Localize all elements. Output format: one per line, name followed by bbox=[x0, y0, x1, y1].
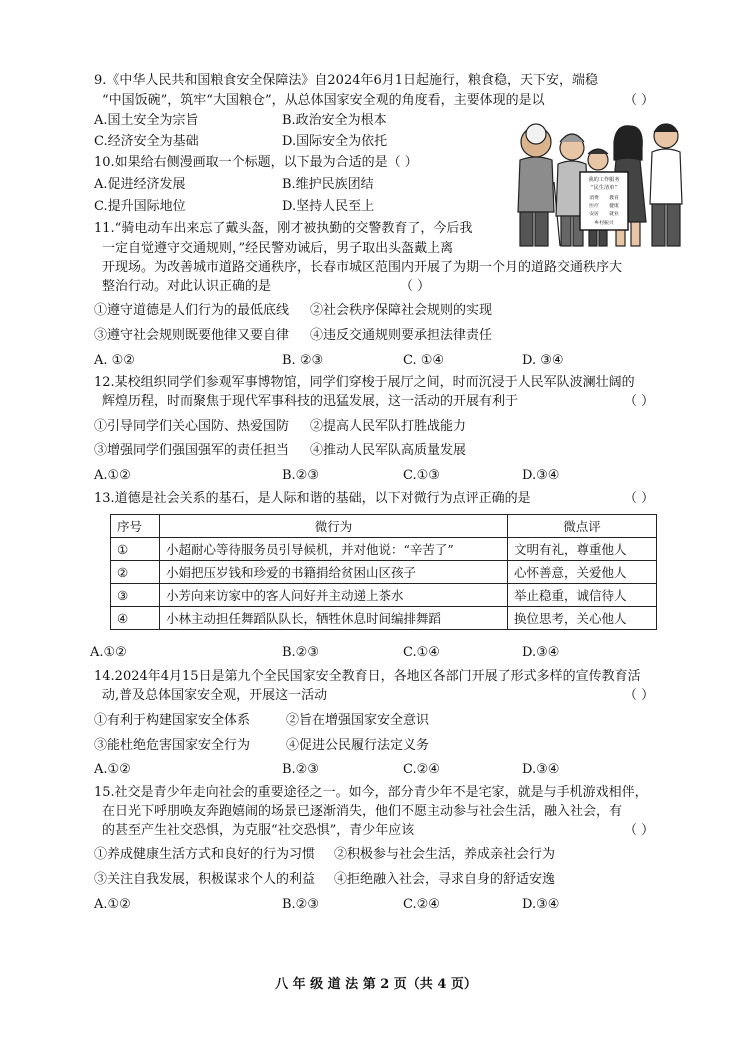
q15-option-c: C.②④ bbox=[403, 897, 440, 912]
q11-stem-line4: 整治行动。对此认识正确的是 bbox=[102, 279, 272, 294]
q11-statement-2: ②社会秩序保障社会规则的实现 bbox=[310, 303, 493, 318]
q11-statement-3: ③遵守社会规则既要他律又要自律 bbox=[94, 328, 290, 343]
q13-option-b: B.②③ bbox=[282, 645, 319, 660]
q13-answer-paren: （ ） bbox=[624, 491, 655, 506]
q11-stem-line3: 开现场。为改善城市道路交通秩序，长春市城区范围内开展了为期一个月的道路交通秩序大 bbox=[102, 260, 623, 275]
q15-stem-line3: 的甚至产生社交恐惧，为克服“社交恐惧”，青少年应该 bbox=[102, 823, 415, 838]
q11-statement-1: ①遵守道德是人们行为的最低底线 bbox=[94, 303, 290, 318]
father-figure bbox=[650, 124, 682, 246]
q13-option-d: D.③④ bbox=[522, 645, 560, 660]
table-row bbox=[111, 538, 657, 561]
table-row bbox=[111, 584, 657, 607]
q15-stem-line1: 15.社交是青少年走向社会的重要途径之一。如今，部分青少年不是宅家，就是与手机游戏相伴， bbox=[94, 785, 648, 800]
q11-stem-line1: 11.“骑电动车出来忘了戴头盔，刚才被执勤的交警教育了，今后我 bbox=[94, 221, 473, 236]
row-comment: 换位思考，关心他人 bbox=[508, 607, 657, 630]
q10-stem: 10.如果给右侧漫画取一个标题，以下最为合适的是（ ） bbox=[94, 155, 418, 170]
q11-option-d: D. ③④ bbox=[522, 353, 564, 368]
q14-option-b: B.②③ bbox=[282, 762, 319, 777]
q14-answer-paren: （ ） bbox=[624, 688, 655, 703]
row-comment: 文明有礼，尊重他人 bbox=[508, 538, 657, 561]
q11-answer-paren: （ ） bbox=[400, 279, 431, 294]
q12-option-b: B.②③ bbox=[282, 468, 319, 483]
q12-option-c: C.①③ bbox=[403, 468, 440, 483]
q13-stem: 13.道德是社会关系的基石，是人际和谐的基础，以下对微行为点评正确的是 bbox=[94, 491, 531, 506]
row-behavior: 小超耐心等待服务员引导候机，并对他说：“辛苦了” bbox=[160, 538, 508, 561]
row-number: ② bbox=[111, 561, 160, 584]
sign-subtitle: “民生清单” bbox=[590, 185, 618, 191]
q14-option-d: D.③④ bbox=[522, 762, 560, 777]
q15-answer-paren: （ ） bbox=[624, 823, 655, 838]
table-row bbox=[111, 607, 657, 630]
sign-item: 就业 bbox=[609, 212, 619, 217]
q14-statement-1: ①有利于构建国家安全体系 bbox=[94, 713, 251, 728]
row-number: ④ bbox=[111, 607, 160, 630]
q14-stem-line2: 动,普及总体国家安全观，开展这一活动 bbox=[102, 688, 328, 703]
sign-title: 我的工作服务 bbox=[588, 177, 620, 183]
row-comment: 举止稳重，诚信待人 bbox=[508, 584, 657, 607]
q14-statement-4: ④促进公民履行法定义务 bbox=[286, 738, 430, 753]
q13-option-a: A.①② bbox=[90, 645, 127, 660]
q14-option-a: A.①② bbox=[94, 762, 131, 777]
q12-option-d: D.③④ bbox=[522, 468, 560, 483]
q12-stem-line1: 12.某校组织同学们参观军事博物馆，同学们穿梭于展厅之间，时而沉浸于人民军队波澜壮阔的 bbox=[94, 375, 635, 390]
header-comment: 微点评 bbox=[508, 515, 657, 538]
sign-item: 教育 bbox=[609, 196, 619, 201]
q13-option-c: C.①④ bbox=[403, 645, 440, 660]
q15-statement-2: ②积极参与社会生活，养成亲社会行为 bbox=[334, 847, 556, 862]
q13-behavior-table bbox=[110, 514, 657, 630]
q11-option-a: A. ①② bbox=[94, 353, 135, 368]
q15-statement-3: ③关注自我发展，积极谋求个人的利益 bbox=[94, 872, 316, 887]
row-behavior: 小林主动担任舞蹈队队长，牺牲休息时间编排舞蹈 bbox=[160, 607, 508, 630]
q14-statement-2: ②旨在增强国家安全意识 bbox=[286, 713, 430, 728]
q15-statement-4: ④拒绝融入社会，寻求自身的舒适安逸 bbox=[334, 872, 556, 887]
table-row bbox=[111, 561, 657, 584]
family-cartoon-illustration bbox=[506, 112, 692, 250]
sign-item: 消费 bbox=[589, 196, 599, 201]
q10-option-c: C.提升国际地位 bbox=[94, 199, 186, 214]
q10-option-d: D.坚持人民至上 bbox=[282, 199, 375, 214]
q10-option-a: A.促进经济发展 bbox=[94, 177, 186, 192]
q12-answer-paren: （ ） bbox=[624, 394, 655, 409]
q14-statement-3: ③能杜绝危害国家安全行为 bbox=[94, 738, 251, 753]
table-header-row bbox=[111, 515, 657, 538]
sign-item: 乡村振兴 bbox=[594, 221, 614, 226]
header-number: 序号 bbox=[111, 515, 160, 538]
q10-option-b: B.维护民族团结 bbox=[282, 177, 374, 192]
q12-statement-2: ②提高人民军队打胜战能力 bbox=[310, 419, 467, 434]
row-behavior: 小娟把压岁钱和珍爱的书籍捐给贫困山区孩子 bbox=[160, 561, 508, 584]
row-number: ① bbox=[111, 538, 160, 561]
q15-statement-1: ①养成健康生活方式和良好的行为习惯 bbox=[94, 847, 316, 862]
q9-answer-paren: （ ） bbox=[624, 93, 655, 108]
q9-stem-line1: 9.《中华人民共和国粮食安全保障法》自2024年6月1日起施行，粮食稳，天下安，端稳 bbox=[94, 73, 599, 88]
q15-option-a: A.①② bbox=[94, 897, 131, 912]
q11-option-b: B. ②③ bbox=[282, 353, 324, 368]
sign-item: 医疗 bbox=[589, 204, 599, 209]
q15-stem-line2: 在日光下呼朋唤友奔跑嬉闹的场景已逐渐消失，他们不愿主动参与社会生活，融入社会，有 bbox=[102, 804, 623, 819]
page-footer: 八 年 级 道 法 第 2 页（共 4 页） bbox=[275, 977, 477, 992]
q9-option-a: A.国土安全为宗旨 bbox=[94, 113, 199, 128]
q11-stem-line2: 一定自觉遵守交通规则，”经民警劝诫后，男子取出头盔戴上离 bbox=[102, 241, 454, 256]
row-comment: 心怀善意，关爱他人 bbox=[508, 561, 657, 584]
q9-option-b: B.政治安全为根本 bbox=[282, 113, 387, 128]
sign-item: 安居 bbox=[589, 212, 599, 217]
q12-statement-1: ①引导同学们关心国防、热爱国防 bbox=[94, 419, 290, 434]
q12-option-a: A.①② bbox=[94, 468, 131, 483]
q14-option-c: C.②④ bbox=[403, 762, 440, 777]
row-behavior: 小芳向来访家中的客人问好并主动递上茶水 bbox=[160, 584, 508, 607]
q15-option-b: B.②③ bbox=[282, 897, 319, 912]
q9-option-c: C.经济安全为基础 bbox=[94, 134, 199, 149]
q12-statement-4: ④推动人民军队高质量发展 bbox=[310, 443, 467, 458]
q11-option-c: C. ①④ bbox=[403, 353, 445, 368]
q14-stem-line1: 14.2024年4月15日是第九个全民国家安全教育日，各地区各部门开展了形式多样的宣传教育活 bbox=[94, 669, 641, 684]
sign-item: 健康 bbox=[609, 204, 619, 209]
q9-stem-line2: “中国饭碗”，筑牢“大国粮仓”，从总体国家安全观的角度看，主要体现的是以 bbox=[102, 93, 545, 108]
row-number: ③ bbox=[111, 584, 160, 607]
q12-statement-3: ③增强同学们强国强军的责任担当 bbox=[94, 443, 290, 458]
q9-option-d: D.国际安全为依托 bbox=[282, 134, 388, 149]
grandpa-figure bbox=[518, 124, 560, 246]
q15-option-d: D.③④ bbox=[522, 897, 560, 912]
q11-statement-4: ④违反交通规则要承担法律责任 bbox=[310, 328, 493, 343]
q12-stem-line2: 辉煌历程，时而聚焦于现代军事科技的迅猛发展，这一活动的开展有利于 bbox=[102, 394, 519, 409]
header-behavior: 微行为 bbox=[160, 515, 508, 538]
